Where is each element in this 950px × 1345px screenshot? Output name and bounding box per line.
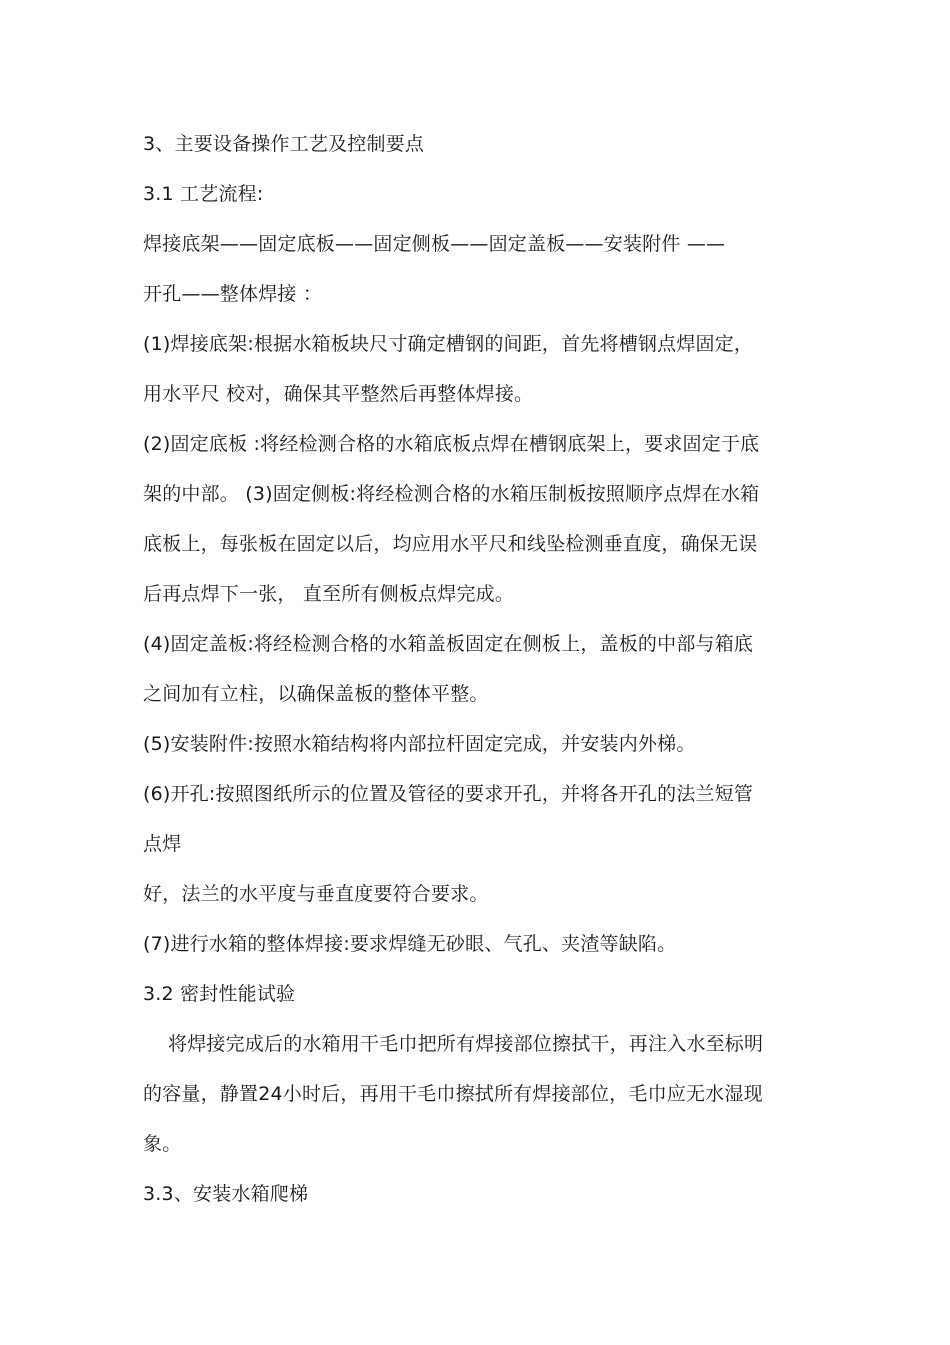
paragraph-line: 用水平尺 校对，确保其平整然后再整体焊接。 <box>143 383 534 405</box>
paragraph-line: 的容量，静置24小时后，再用干毛巾擦拭所有焊接部位，毛巾应无水湿现 <box>143 1083 763 1105</box>
paragraph-line: 象。 <box>143 1133 182 1155</box>
paragraph-line: (6)开孔:按照图纸所示的位置及管径的要求开孔，并将各开孔的法兰短管 <box>143 783 754 805</box>
paragraph-line: (7)进行水箱的整体焊接:要求焊缝无砂眼、气孔、夹渣等缺陷。 <box>143 933 677 955</box>
paragraph-line: 架的中部。 (3)固定侧板:将经检测合格的水箱压制板按照顺序点焊在水箱 <box>143 483 760 505</box>
paragraph-line: 将焊接完成后的水箱用干毛巾把所有焊接部位擦拭干，再注入水至标明 <box>168 1033 764 1055</box>
subsection-heading: 3.1 工艺流程: <box>143 183 264 205</box>
paragraph-line: (5)安装附件:按照水箱结构将内部拉杆固定完成，并安装内外梯。 <box>143 733 696 755</box>
paragraph-line: (1)焊接底架:根据水箱板块尺寸确定槽钢的间距，首先将槽钢点焊固定， <box>143 333 754 355</box>
paragraph-line: (2)固定底板 :将经检测合格的水箱底板点焊在槽钢底架上，要求固定于底 <box>143 433 760 455</box>
paragraph-line: (4)固定盖板:将经检测合格的水箱盖板固定在侧板上，盖板的中部与箱底 <box>143 633 754 655</box>
paragraph-line: 底板上，每张板在固定以后，均应用水平尺和线坠检测垂直度，确保无误 <box>143 533 758 555</box>
section-heading: 3、主要设备操作工艺及控制要点 <box>143 133 425 155</box>
subsection-heading: 3.2 密封性能试验 <box>143 983 296 1005</box>
paragraph-line: 开孔——整体焊接 ： <box>143 283 323 305</box>
paragraph-line: 点焊 <box>143 833 182 855</box>
paragraph-line: 焊接底架——固定底板——固定侧板——固定盖板——安装附件 —— <box>143 233 726 255</box>
subsection-heading: 3.3、安装水箱爬梯 <box>143 1183 309 1205</box>
paragraph-line: 后再点焊下一张， 直至所有侧板点焊完成。 <box>143 583 515 605</box>
paragraph-line: 之间加有立柱，以确保盖板的整体平整。 <box>143 683 489 705</box>
paragraph-line: 好，法兰的水平度与垂直度要符合要求。 <box>143 883 489 905</box>
